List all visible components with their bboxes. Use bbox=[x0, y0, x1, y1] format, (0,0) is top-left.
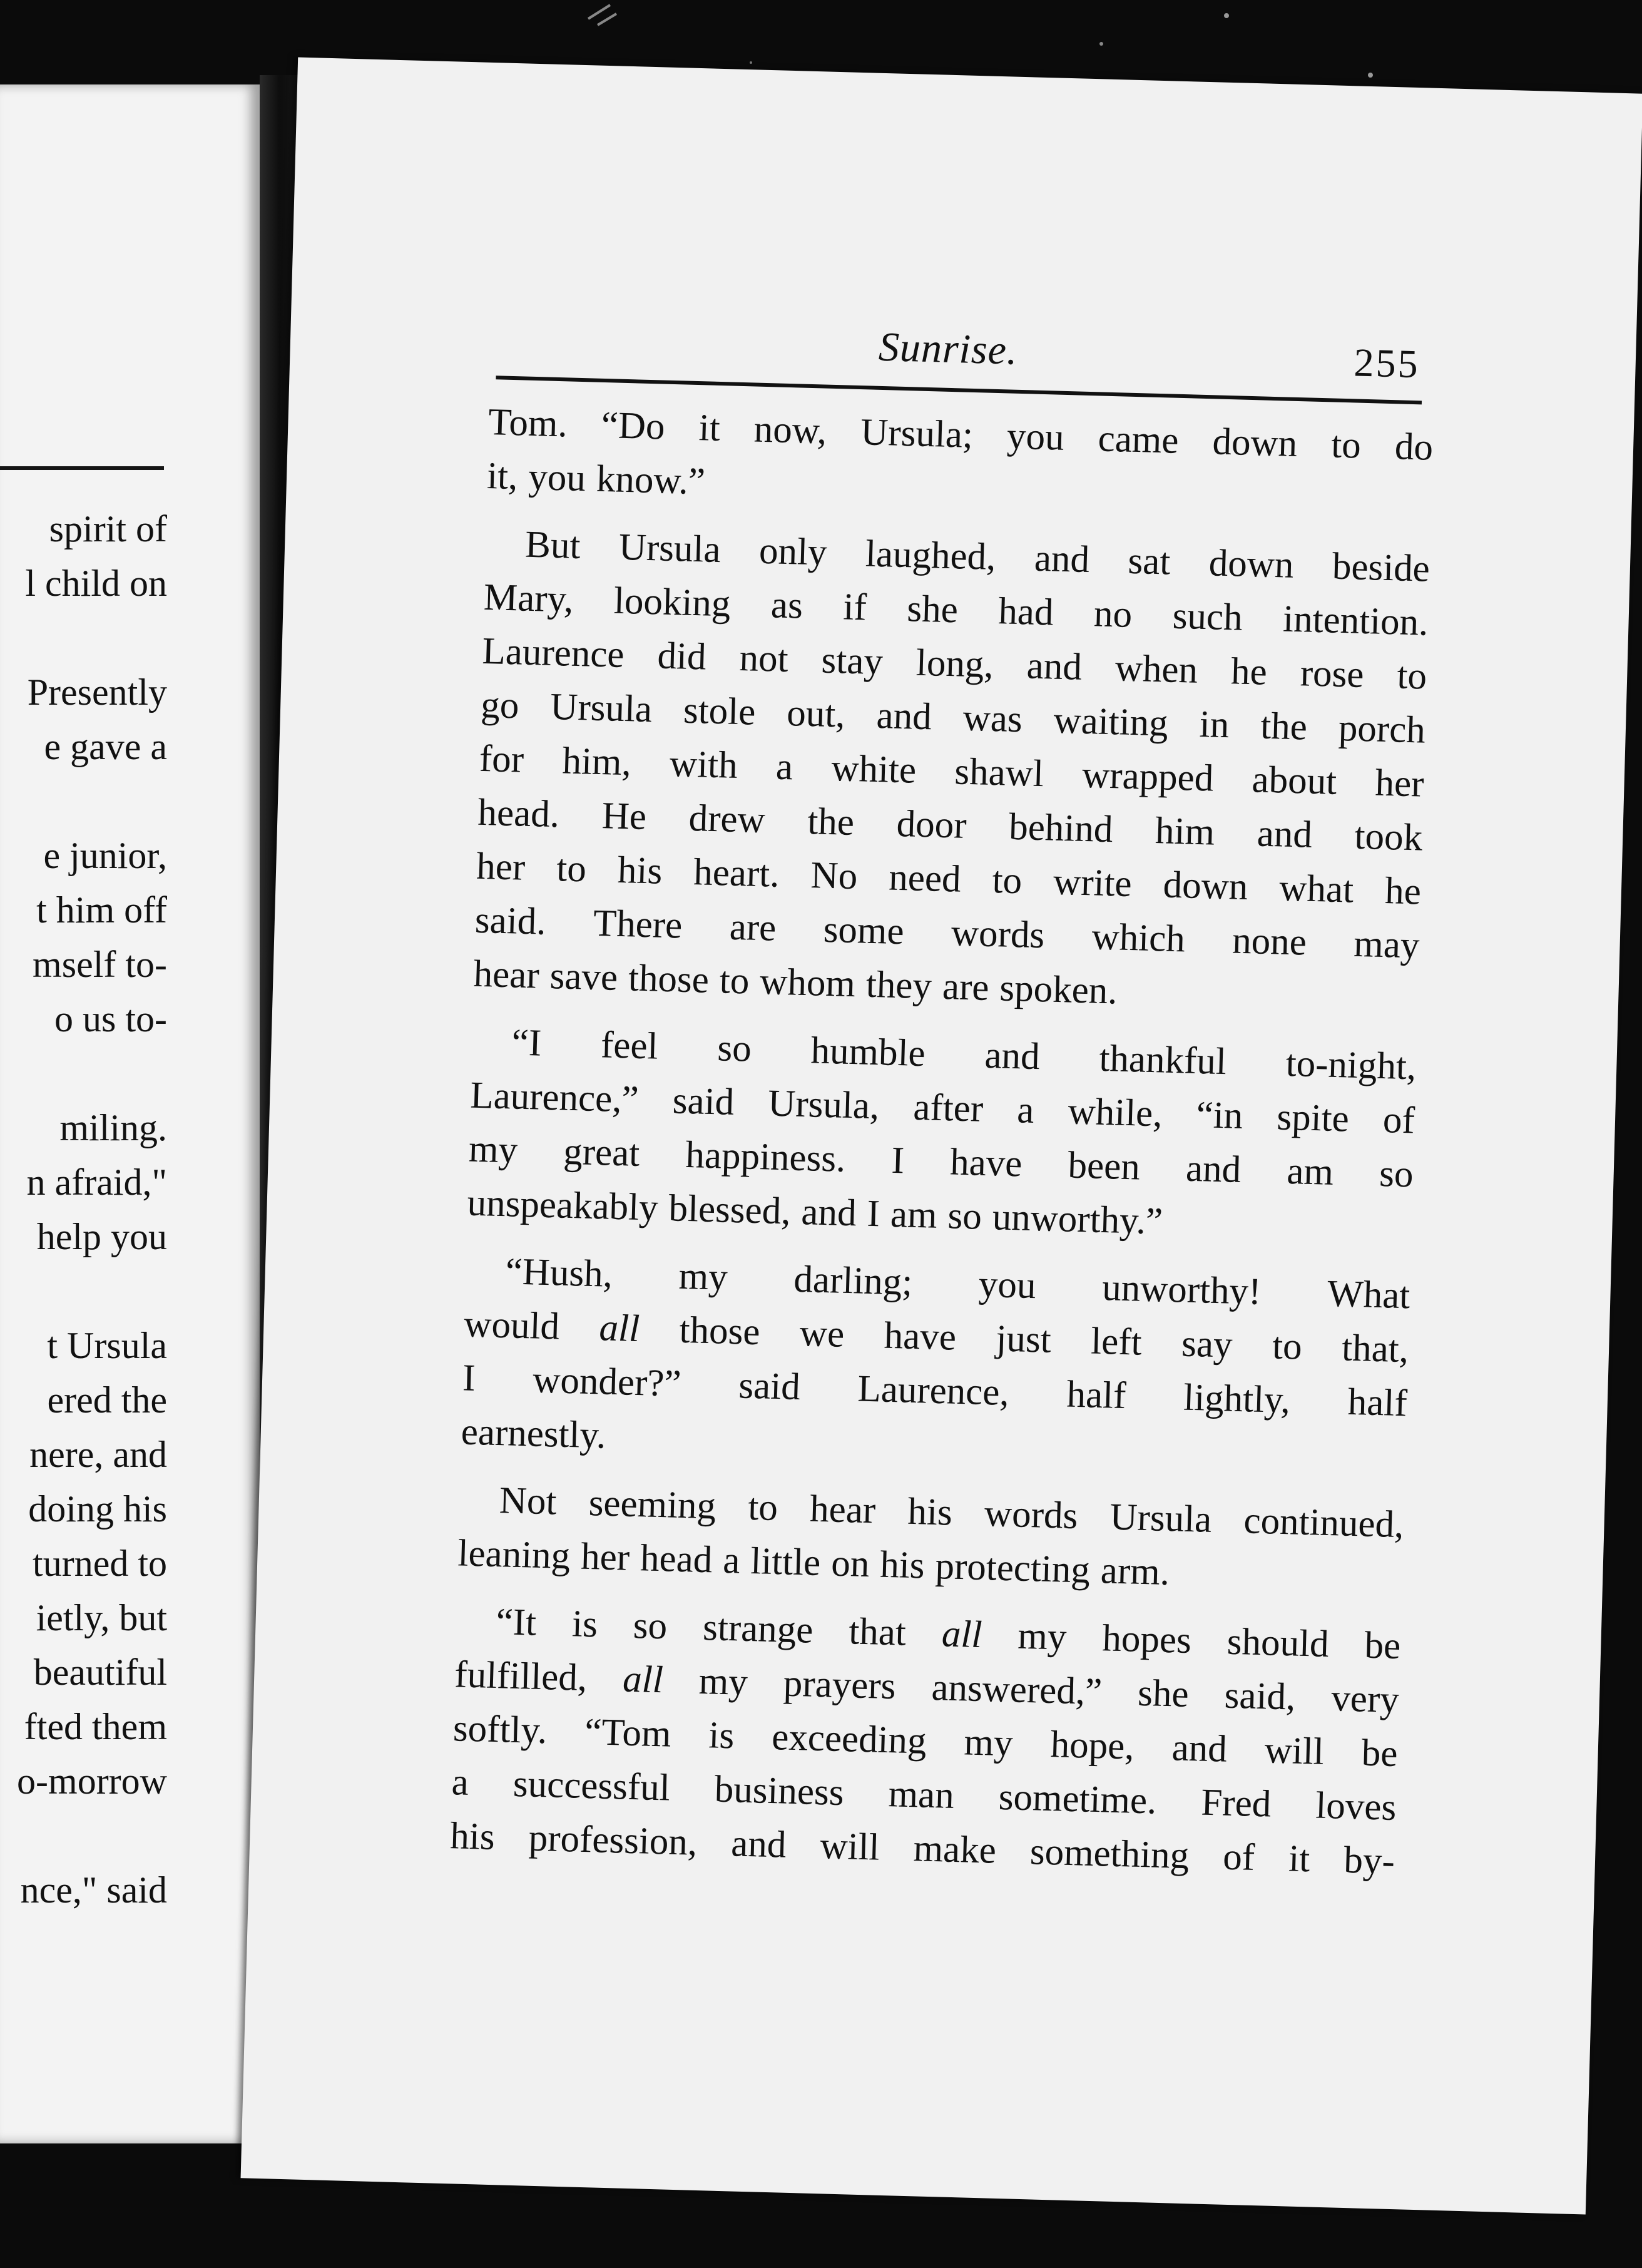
left-page-line: o-morrow bbox=[17, 1760, 167, 1802]
header-rule bbox=[496, 375, 1422, 404]
left-page-line: n afraid," bbox=[26, 1162, 167, 1203]
text-line: it, you know.” bbox=[486, 454, 706, 503]
page-number: 255 bbox=[1353, 340, 1420, 387]
right-page bbox=[241, 58, 1642, 2215]
left-page-line: e gave a bbox=[44, 726, 167, 767]
text-line: said. There are some words which none may bbox=[474, 899, 1420, 967]
text-line: Not seeming to hear his words Ursula continued, bbox=[499, 1479, 1405, 1546]
left-page-line: e junior, bbox=[43, 835, 167, 876]
left-page-line: doing his bbox=[28, 1488, 167, 1530]
text-line: my great happiness. I have been and am so bbox=[468, 1128, 1414, 1196]
text-line: Tom. “Do it now, Ursula; you came down to do bbox=[487, 401, 1434, 469]
text-line: a successful business man sometime. Fred loves bbox=[451, 1761, 1397, 1829]
text-line: fulfilled, all my prayers answered,” she said, very bbox=[454, 1653, 1400, 1722]
left-page-line: miling. bbox=[59, 1107, 167, 1148]
text-line: But Ursula only laughed, and sat down beside bbox=[524, 523, 1430, 590]
left-page-line: o us to- bbox=[54, 998, 167, 1040]
left-page-line: help you bbox=[36, 1216, 167, 1257]
left-page-line: nere, and bbox=[29, 1434, 167, 1475]
text-line: I wonder?” said Laurence, half lightly, half bbox=[462, 1357, 1408, 1425]
left-page-line: t Ursula bbox=[47, 1325, 167, 1366]
left-page bbox=[0, 84, 260, 2143]
left-page-line: spirit of bbox=[49, 508, 167, 549]
text-line: leaning her head a little on his protecting arm. bbox=[457, 1532, 1170, 1594]
text-line: his profession, and will make something of it by- bbox=[449, 1815, 1395, 1882]
body-text bbox=[449, 401, 1434, 1894]
text-line: “Hush, my darling; you unworthy! What bbox=[504, 1250, 1411, 1317]
left-page-line: t him off bbox=[36, 889, 167, 931]
left-page-line: turned to bbox=[33, 1543, 167, 1584]
left-page-rule bbox=[0, 466, 164, 470]
left-page-line: l child on bbox=[25, 563, 167, 604]
text-line: head. He drew the door behind him and took bbox=[477, 791, 1424, 859]
text-line: her to his heart. No need to write down what he bbox=[476, 845, 1422, 913]
left-page-line: nce," said bbox=[20, 1869, 167, 1911]
text-line: hear save those to whom they are spoken. bbox=[472, 953, 1118, 1013]
left-page-line: ietly, but bbox=[36, 1597, 167, 1638]
text-line: go Ursula stole out, and was waiting in the porch bbox=[480, 683, 1426, 752]
text-line: softly. “Tom is exceeding my hope, and will be bbox=[452, 1707, 1399, 1775]
left-page-line: fted them bbox=[24, 1706, 167, 1747]
text-line: for him, with a white shawl wrapped about her bbox=[479, 737, 1425, 805]
text-line: “I feel so humble and thankful to-night, bbox=[511, 1021, 1417, 1088]
text-line: unspeakably blessed, and I am so unworthy.” bbox=[466, 1182, 1163, 1243]
left-page-line: mself to- bbox=[33, 944, 167, 985]
text-line: Laurence did not stay long, and when he rose to bbox=[481, 630, 1427, 698]
running-head: Sunrise. bbox=[878, 324, 1019, 374]
left-page-line: ered the bbox=[47, 1379, 167, 1421]
text-line: would all those we have just left say to that, bbox=[463, 1303, 1409, 1371]
text-line: Mary, looking as if she had no such intention. bbox=[483, 576, 1429, 644]
text-line: earnestly. bbox=[461, 1411, 607, 1457]
left-page-line: beautiful bbox=[33, 1652, 167, 1693]
text-line: Laurence,” said Ursula, after a while, “in spite of bbox=[469, 1074, 1415, 1142]
left-page-line: Presently bbox=[27, 672, 167, 713]
text-line: “It is so strange that all my hopes should be bbox=[495, 1601, 1402, 1668]
